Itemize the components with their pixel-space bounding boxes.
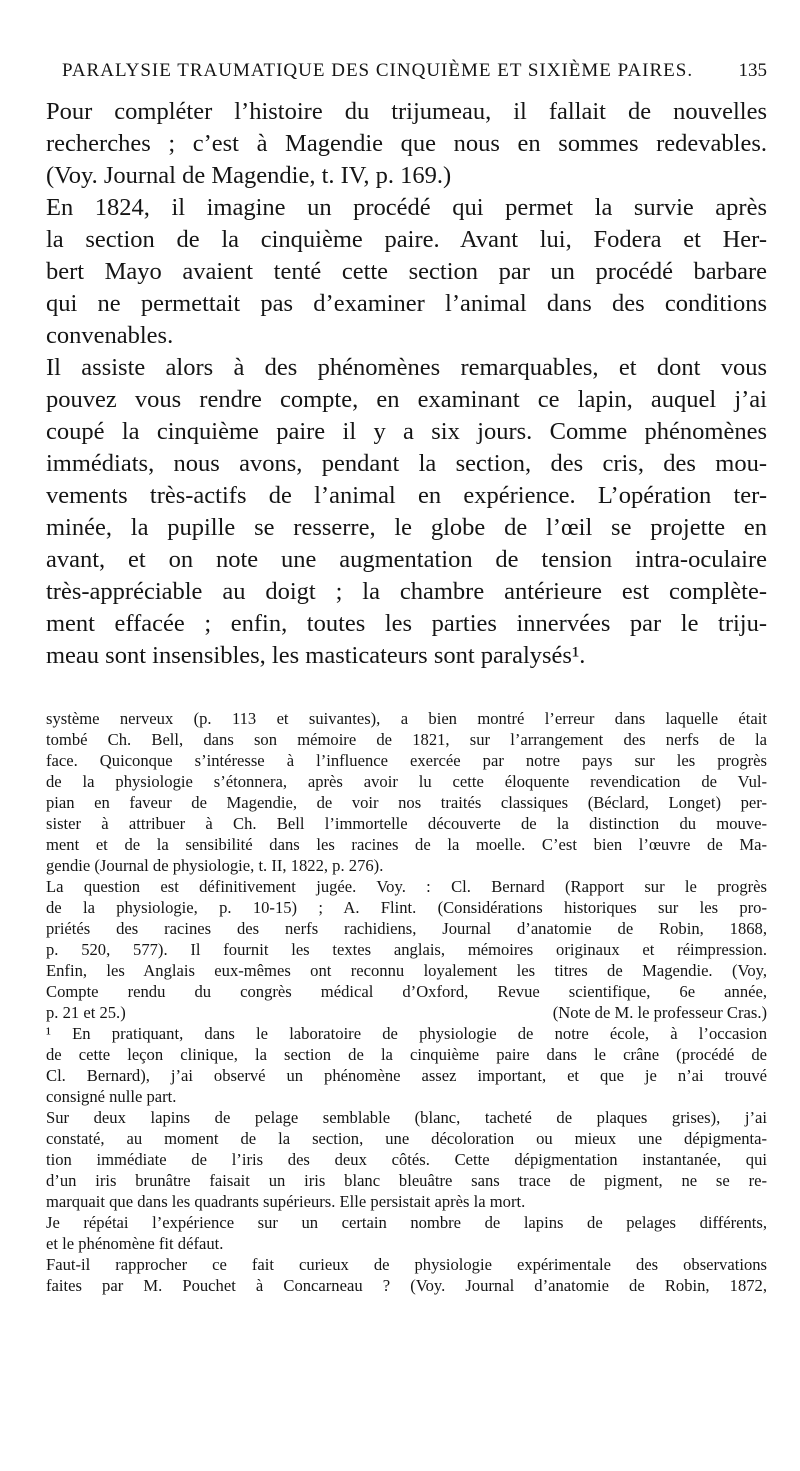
footnote-attribution: (Note de M. le professeur Cras.) xyxy=(552,1003,767,1022)
text-line: (Voy. Journal de Magendie, t. IV, p. 169.) xyxy=(46,162,452,189)
text-line: bert Mayo avaient tenté cette section par un procédé barbare xyxy=(46,258,767,285)
footnote-line: de la physiologie s’étonnera, après avoir lu cette éloquente revendication de Vul- xyxy=(46,772,767,791)
footnote-line: système nerveux (p. 113 et suivantes), a bien montré l’erreur dans laquelle était xyxy=(46,709,767,728)
footnote-line: p. 520, 577). Il fournit les textes anglais, mémoires originaux et réimpression. xyxy=(46,940,767,959)
text-line: convenables. xyxy=(46,322,174,349)
footnote-line: tion immédiate de l’iris des deux côtés. Cette dépigmentation instantanée, qui xyxy=(46,1150,767,1169)
text-line: pouvez vous rendre compte, en examinant ce lapin, auquel j’ai xyxy=(46,386,767,413)
footnote-line: d’un iris brunâtre faisait un iris blanc bleuâtre sans trace de pigment, ne se re- xyxy=(46,1171,767,1190)
text-line: très-appréciable au doigt ; la chambre antérieure est complète- xyxy=(46,578,767,605)
text-line: Il assiste alors à des phénomènes remarquables, et dont vous xyxy=(46,354,767,381)
footnote-line: sister à attribuer à Ch. Bell l’immortelle découverte de la distinction du mouve- xyxy=(46,814,767,833)
text-line: la section de la cinquième paire. Avant lui, Fodera et Her- xyxy=(46,226,767,253)
footnote-line: gendie (Journal de physiologie, t. II, 1822, p. 276). xyxy=(46,856,384,875)
footnote-line: constaté, au moment de la section, une décoloration ou mieux une dépigmenta- xyxy=(46,1129,767,1148)
text-line: meau sont insensibles, les masticateurs sont paralysés¹. xyxy=(46,642,586,669)
text-line: ment effacée ; enfin, toutes les parties innervées par le triju- xyxy=(46,610,767,637)
footnote-line: Compte rendu du congrès médical d’Oxford, Revue scientifique, 6e année, xyxy=(46,982,767,1001)
footnote-line: consigné nulle part. xyxy=(46,1087,177,1106)
text-line: En 1824, il imagine un procédé qui permet la survie après xyxy=(46,194,767,221)
footnote-line: Cl. Bernard), j’ai observé un phénomène assez important, et que je n’ai trouvé xyxy=(46,1066,767,1085)
running-title: PARALYSIE TRAUMATIQUE DES CINQUIÈME ET SIXIÈME PAIRES. xyxy=(62,60,694,81)
running-header xyxy=(62,60,767,84)
footnote-line: pian en faveur de Magendie, de voir nos traités classiques (Béclard, Longet) per- xyxy=(46,793,767,812)
footnote-line: et le phénomène fit défaut. xyxy=(46,1234,224,1253)
text-line: recherches ; c’est à Magendie que nous en sommes redevables. xyxy=(46,130,767,157)
footnote-line: face. Quiconque s’intéresse à l’influence exercée par notre pays sur les progrès xyxy=(46,751,767,770)
footnote-line: Enfin, les Anglais eux-mêmes ont reconnu loyalement les titres de Magendie. (Voy, xyxy=(46,961,767,980)
footnote-line: priétés des racines des nerfs rachidiens, Journal d’anatomie de Robin, 1868, xyxy=(46,919,767,938)
footnote-line: ¹ En pratiquant, dans le laboratoire de physiologie de notre école, à l’occasion xyxy=(46,1024,767,1043)
footnote-line: Sur deux lapins de pelage semblable (blanc, tacheté de plaques grises), j’ai xyxy=(46,1108,767,1127)
footnote-line: de cette leçon clinique, la section de la cinquième paire dans le crâne (procédé de xyxy=(46,1045,767,1064)
text-line: qui ne permettait pas d’examiner l’animal dans des conditions xyxy=(46,290,767,317)
text-line: minée, la pupille se resserre, le globe de l’œil se projette en xyxy=(46,514,767,541)
footnote-line: p. 21 et 25.) xyxy=(46,1003,126,1022)
footnote-line: Faut-il rapprocher ce fait curieux de physiologie expérimentale des observations xyxy=(46,1255,767,1274)
footnote-line: de la physiologie, p. 10-15) ; A. Flint. (Considérations historiques sur les pro- xyxy=(46,898,767,917)
footnote-line: tombé Ch. Bell, dans son mémoire de 1821, sur l’arrangement des nerfs de la xyxy=(46,730,767,749)
footnote-line: La question est définitivement jugée. Voy. : Cl. Bernard (Rapport sur le progrès xyxy=(46,877,767,896)
text-line: coupé la cinquième paire il y a six jours. Comme phénomènes xyxy=(46,418,767,445)
text-line: immédiats, nous avons, pendant la section, des cris, des mou- xyxy=(46,450,767,477)
text-line: Pour compléter l’histoire du trijumeau, il fallait de nouvelles xyxy=(46,98,767,125)
page-number: 135 xyxy=(738,60,767,81)
footnote-line: faites par M. Pouchet à Concarneau ? (Voy. Journal d’anatomie de Robin, 1872, xyxy=(46,1276,767,1295)
text-line: avant, et on note une augmentation de tension intra-oculaire xyxy=(46,546,767,573)
footnote-line: Je répétai l’expérience sur un certain nombre de lapins de pelages différents, xyxy=(46,1213,767,1232)
footnote-line: marquait que dans les quadrants supérieurs. Elle persistait après la mort. xyxy=(46,1192,526,1211)
footnote-line: ment et de la sensibilité dans les racines de la moelle. C’est bien l’œuvre de Ma- xyxy=(46,835,767,854)
text-line: vements très-actifs de l’animal en expérience. L’opération ter- xyxy=(46,482,767,509)
